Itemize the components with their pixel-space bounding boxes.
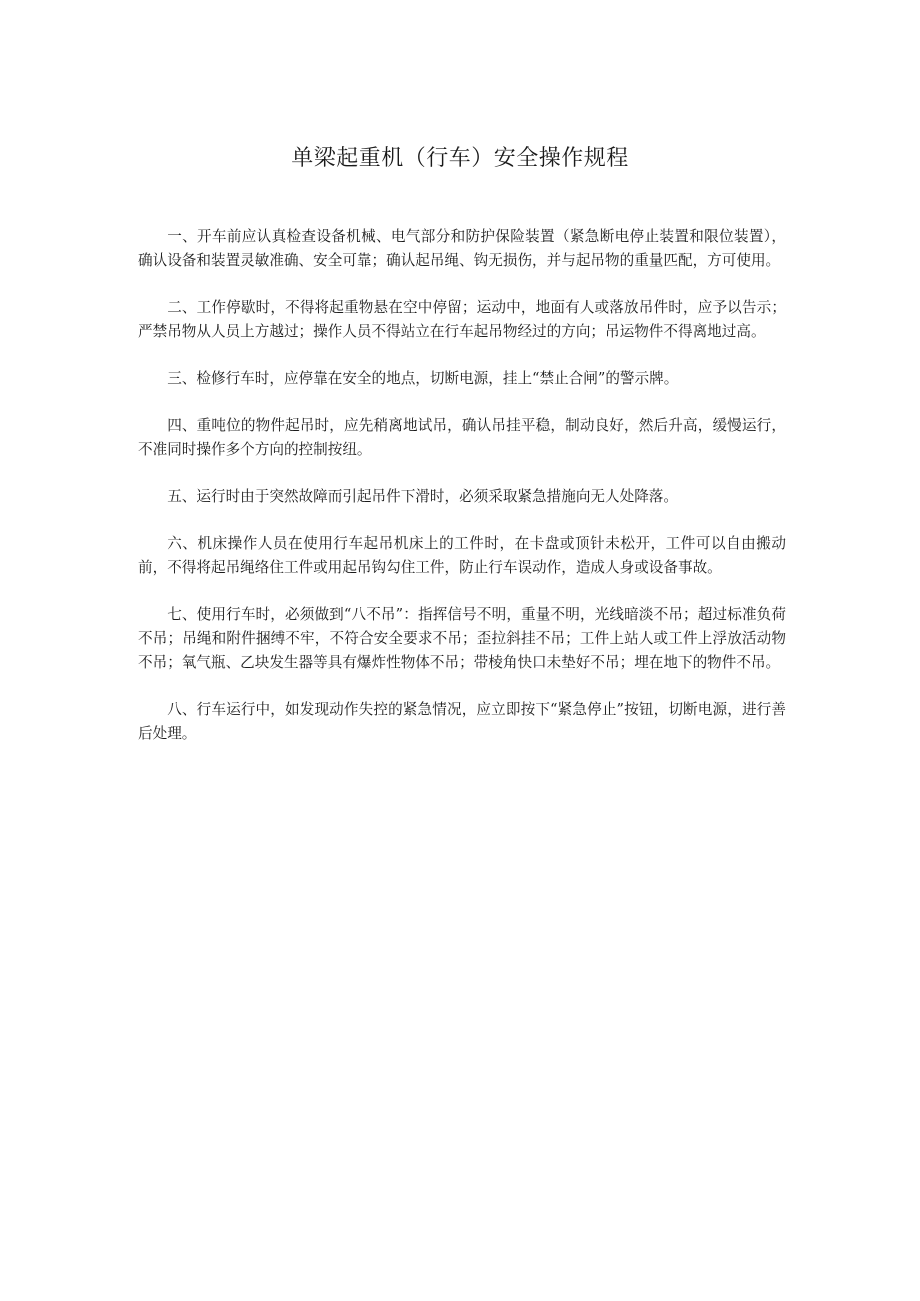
paragraph-5: 五、运行时由于突然故障而引起吊件下滑时，必须采取紧急措施向无人处降落。 — [167, 488, 678, 505]
paragraph-6: 六、机床操作人员在使用行车起吊机床上的工件时，在卡盘或顶针未松开，工件可以自由搬动前，不得将起吊绳络住工件或用起吊钩勾住工件，防止行车误动作，造成人身或设备事故。 — [138, 535, 786, 576]
paragraph-2: 二、工作停歇时，不得将起重物悬在空中停留；运动中，地面有人或落放吊件时，应予以告示；严禁吊物从人员上方越过；操作人员不得站立在行车起吊物经过的方向；吊运物件不得离地过高。 — [138, 299, 786, 340]
paragraph-7: 七、使用行车时，必须做到“八不吊”：指挥信号不明，重量不明，光线暗淡不吊；超过标准负荷不吊；吊绳和附件捆缚不牢，不符合安全要求不吊；歪拉斜挂不吊；工件上站人或工件上浮放活动物不吊；氧气瓶、乙块发生器等具有爆炸性物体不吊；带棱角快口未垫好不吊；埋在地下的物件不吊。 — [138, 606, 786, 671]
paragraph-3: 三、检修行车时，应停靠在安全的地点，切断电源，挂上“禁止合闸”的警示牌。 — [167, 370, 679, 387]
paragraph-4: 四、重吨位的物件起吊时，应先稍离地试吊，确认吊挂平稳，制动良好，然后升高，缓慢运行，不准同时操作多个方向的控制按纽。 — [138, 417, 786, 458]
paragraph-8: 八、行车运行中，如发现动作失控的紧急情况，应立即按下“紧急停止”按钮，切断电源，进行善后处理。 — [138, 701, 786, 742]
document-title: 单梁起重机（行车）安全操作规程 — [291, 146, 629, 171]
paragraph-1: 一、开车前应认真检查设备机械、电气部分和防护保险装置（紧急断电停止装置和限位装置），确认设备和装置灵敏准确、安全可靠；确认起吊绳、钩无损伤，并与起吊物的重量匹配，方可使用。 — [138, 228, 786, 269]
document-body — [138, 225, 786, 769]
